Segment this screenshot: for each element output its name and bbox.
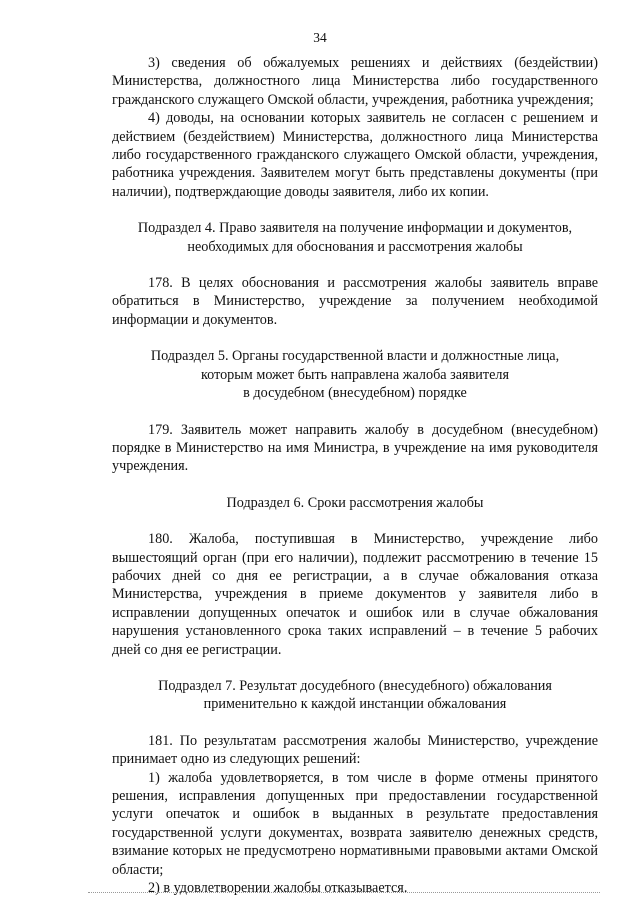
section-heading-6 — [112, 494, 598, 512]
heading-line: Подраздел 6. Сроки рассмотрения жалобы — [226, 494, 484, 511]
paragraph-item-3: 3) сведения об обжалуемых решениях и действиях (бездействии) Министерства, должностного лица Министерства либо государственного гражданского служащего Омской области, учреждения, работника учреждения; — [112, 55, 598, 108]
section-heading-7 — [112, 677, 598, 714]
paragraph-178: 178. В целях обоснования и рассмотрения жалобы заявитель вправе обратиться в Министерство, учреждение за получением необходимой информации и документов. — [112, 275, 598, 328]
heading-line: применительно к каждой инстанции обжалования — [203, 696, 507, 713]
heading-line: которым может быть направлена жалоба заявителя — [201, 366, 509, 383]
paragraph-181-item-2: 2) в удовлетворении жалобы отказывается. — [148, 880, 408, 897]
footer-divider — [88, 892, 600, 893]
paragraph-180: 180. Жалоба, поступившая в Министерство, учреждение либо вышестоящий орган (при его наличии), подлежит рассмотрению в течение 15 рабочих дней со дня ее регистрации, а в случае обжалования отказа Министерства, учреждения в приеме документов у заявителя либо в исправлении допущенных опечаток и ошибок или в случае обжалования нарушения установленного срока таких исправлений – в течение 5 рабочих дней со дня ее регистрации. — [112, 531, 598, 658]
paragraph-181: 181. По результатам рассмотрения жалобы Министерство, учреждение принимает одно из следующих решений: — [112, 732, 598, 768]
paragraph-179: 179. Заявитель может направить жалобу в досудебном (внесудебном) порядке в Министерство на имя Министра, в учреждение на имя руководителя учреждения. — [112, 421, 598, 475]
section-heading-5 — [112, 347, 598, 402]
heading-line: необходимых для обоснования и рассмотрения жалобы — [187, 238, 523, 255]
heading-line: Подраздел 4. Право заявителя на получение информации и документов, — [137, 220, 573, 237]
heading-line: Подраздел 5. Органы государственной власти и должностные лица, — [150, 348, 560, 365]
heading-line: Подраздел 7. Результат досудебного (внесудебного) обжалования — [158, 677, 552, 694]
section-heading-4 — [112, 219, 598, 256]
page-number: 34 — [313, 30, 327, 45]
heading-line: в досудебном (внесудебном) порядке — [243, 385, 467, 402]
document-body — [112, 54, 598, 897]
paragraph-181-item-1: 1) жалоба удовлетворяется, в том числе в форме отмены принятого решения, исправления допущенных при предоставлении государственной услуги опечаток и ошибок в выданных в результате предоставления государственной услуги документах, возврата заявителю денежных средств, взимание которых не предусмотрено нормативными правовыми актами Омской области; — [112, 769, 598, 878]
paragraph-item-4: 4) доводы, на основании которых заявитель не согласен с решением и действием (бездействием) Министерства, должностного лица Министерства либо государственного гражданского служащего Омской области, учреждения, работника учреждения. Заявителем могут быть представлены документы (при наличии), подтверждающие доводы заявителя, либо их копии. — [112, 110, 598, 200]
